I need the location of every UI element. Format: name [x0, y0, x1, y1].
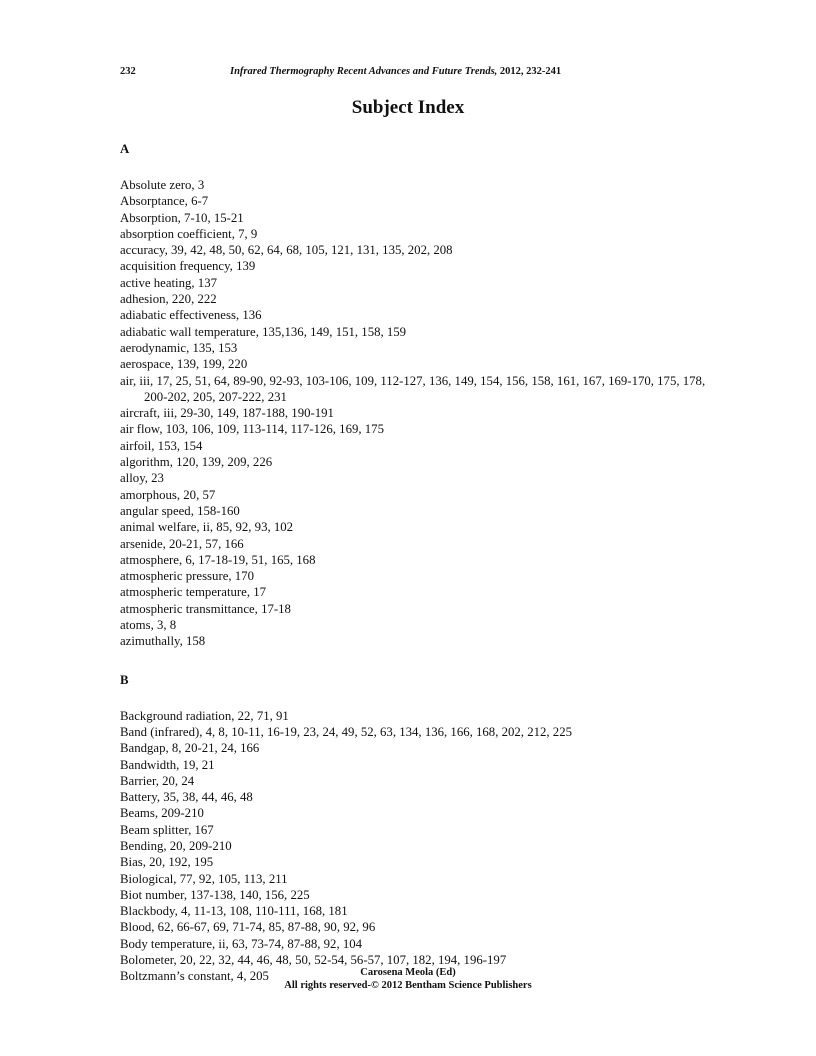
index-entry: Biot number, 137-138, 140, 156, 225 — [120, 887, 310, 902]
index-entry: air flow, 103, 106, 109, 113-114, 117-126, 169, 175 — [120, 422, 384, 437]
index-entry: atoms, 3, 8 — [120, 618, 177, 633]
index-entry: active heating, 137 — [120, 275, 218, 290]
index-entry: amorphous, 20, 57 — [120, 487, 216, 502]
page-footer — [0, 966, 816, 992]
index-entry: accuracy, 39, 42, 48, 50, 62, 64, 68, 105, 121, 131, 135, 202, 208 — [120, 243, 453, 258]
running-head — [120, 66, 700, 80]
index-entry: Bandgap, 8, 20-21, 24, 166 — [120, 741, 260, 756]
index-entry: absorption coefficient, 7, 9 — [120, 226, 258, 241]
index-entry: Blackbody, 4, 11-13, 108, 110-111, 168, 181 — [120, 904, 348, 919]
index-entry: animal welfare, ii, 85, 92, 93, 102 — [120, 520, 294, 535]
index-entry: angular speed, 158-160 — [120, 503, 240, 518]
index-section-b — [120, 672, 720, 985]
index-entry: airfoil, 153, 154 — [120, 438, 203, 453]
index-entry: aircraft, iii, 29-30, 149, 187-188, 190-191 — [120, 406, 334, 421]
index-entry: atmosphere, 6, 17-18-19, 51, 165, 168 — [120, 552, 316, 567]
journal-title: Infrared Thermography Recent Advances and Future Trends, — [230, 66, 498, 77]
index-entry: Absolute zero, 3 — [120, 178, 205, 192]
page-title: Subject Index — [351, 97, 465, 118]
index-entry: atmospheric temperature, 17 — [120, 585, 267, 600]
index-entry: Beam splitter, 167 — [120, 822, 214, 837]
index-entry: Bandwidth, 19, 21 — [120, 757, 215, 772]
index-entry: Bolometer, 20, 22, 32, 44, 46, 48, 50, 52-54, 56-57, 107, 182, 194, 196-197 — [120, 953, 507, 968]
index-entry: adiabatic wall temperature, 135,136, 149, 151, 158, 159 — [120, 324, 407, 339]
index-section-a — [120, 141, 720, 650]
index-entry: arsenide, 20-21, 57, 166 — [120, 536, 244, 551]
index-entry: Barrier, 20, 24 — [120, 773, 195, 788]
index-entry: atmospheric transmittance, 17-18 — [120, 601, 291, 616]
index-entry: atmospheric pressure, 170 — [120, 569, 254, 584]
index-entry: aerodynamic, 135, 153 — [120, 340, 238, 355]
subject-index — [120, 141, 720, 985]
index-entry: aerospace, 139, 199, 220 — [120, 357, 248, 372]
index-entry: azimuthally, 158 — [120, 634, 206, 649]
footer-editor: Carosena Meola (Ed) — [360, 967, 456, 978]
index-entry: Bias, 20, 192, 195 — [120, 855, 214, 870]
journal-pages: 2012, 232-241 — [497, 66, 562, 77]
index-entry: Background radiation, 22, 71, 91 — [120, 708, 289, 723]
journal-citation — [230, 66, 561, 77]
section-letter: A — [120, 142, 130, 156]
index-entry: alloy, 23 — [120, 471, 164, 486]
index-entry: Body temperature, ii, 63, 73-74, 87-88, 92, 104 — [120, 936, 363, 951]
section-letter: B — [120, 672, 129, 687]
index-entry: air, iii, 17, 25, 51, 64, 89-90, 92-93, 103-106, 109, 112-127, 136, 149, 154, 156, 158, 161, 167, 169-170, 175, 178, 200-202, 205, 207-222, 231 — [120, 373, 706, 404]
footer-rights: All rights reserved-© 2012 Bentham Science Publishers — [284, 980, 532, 991]
index-entry: Absorptance, 6-7 — [120, 194, 209, 209]
index-entry: Bending, 20, 209-210 — [120, 838, 232, 853]
index-entry: adiabatic effectiveness, 136 — [120, 308, 262, 323]
index-entry: adhesion, 220, 222 — [120, 292, 217, 307]
index-entry: Band (infrared), 4, 8, 10-11, 16-19, 23, 24, 49, 52, 63, 134, 136, 166, 168, 202, 212, 225 — [120, 724, 572, 739]
index-entry: Absorption, 7-10, 15-21 — [120, 210, 244, 225]
index-entry: acquisition frequency, 139 — [120, 259, 256, 274]
index-entry: Boltzmann’s constant, 4, 205 — [120, 969, 269, 984]
index-entry: Beams, 209-210 — [120, 806, 204, 821]
index-entry: Battery, 35, 38, 44, 46, 48 — [120, 790, 253, 805]
index-entry: algorithm, 120, 139, 209, 226 — [120, 455, 273, 470]
index-entry: Biological, 77, 92, 105, 113, 211 — [120, 871, 288, 886]
index-entry: Blood, 62, 66-67, 69, 71-74, 85, 87-88, 90, 92, 96 — [120, 920, 376, 935]
page-number: 232 — [120, 66, 136, 77]
